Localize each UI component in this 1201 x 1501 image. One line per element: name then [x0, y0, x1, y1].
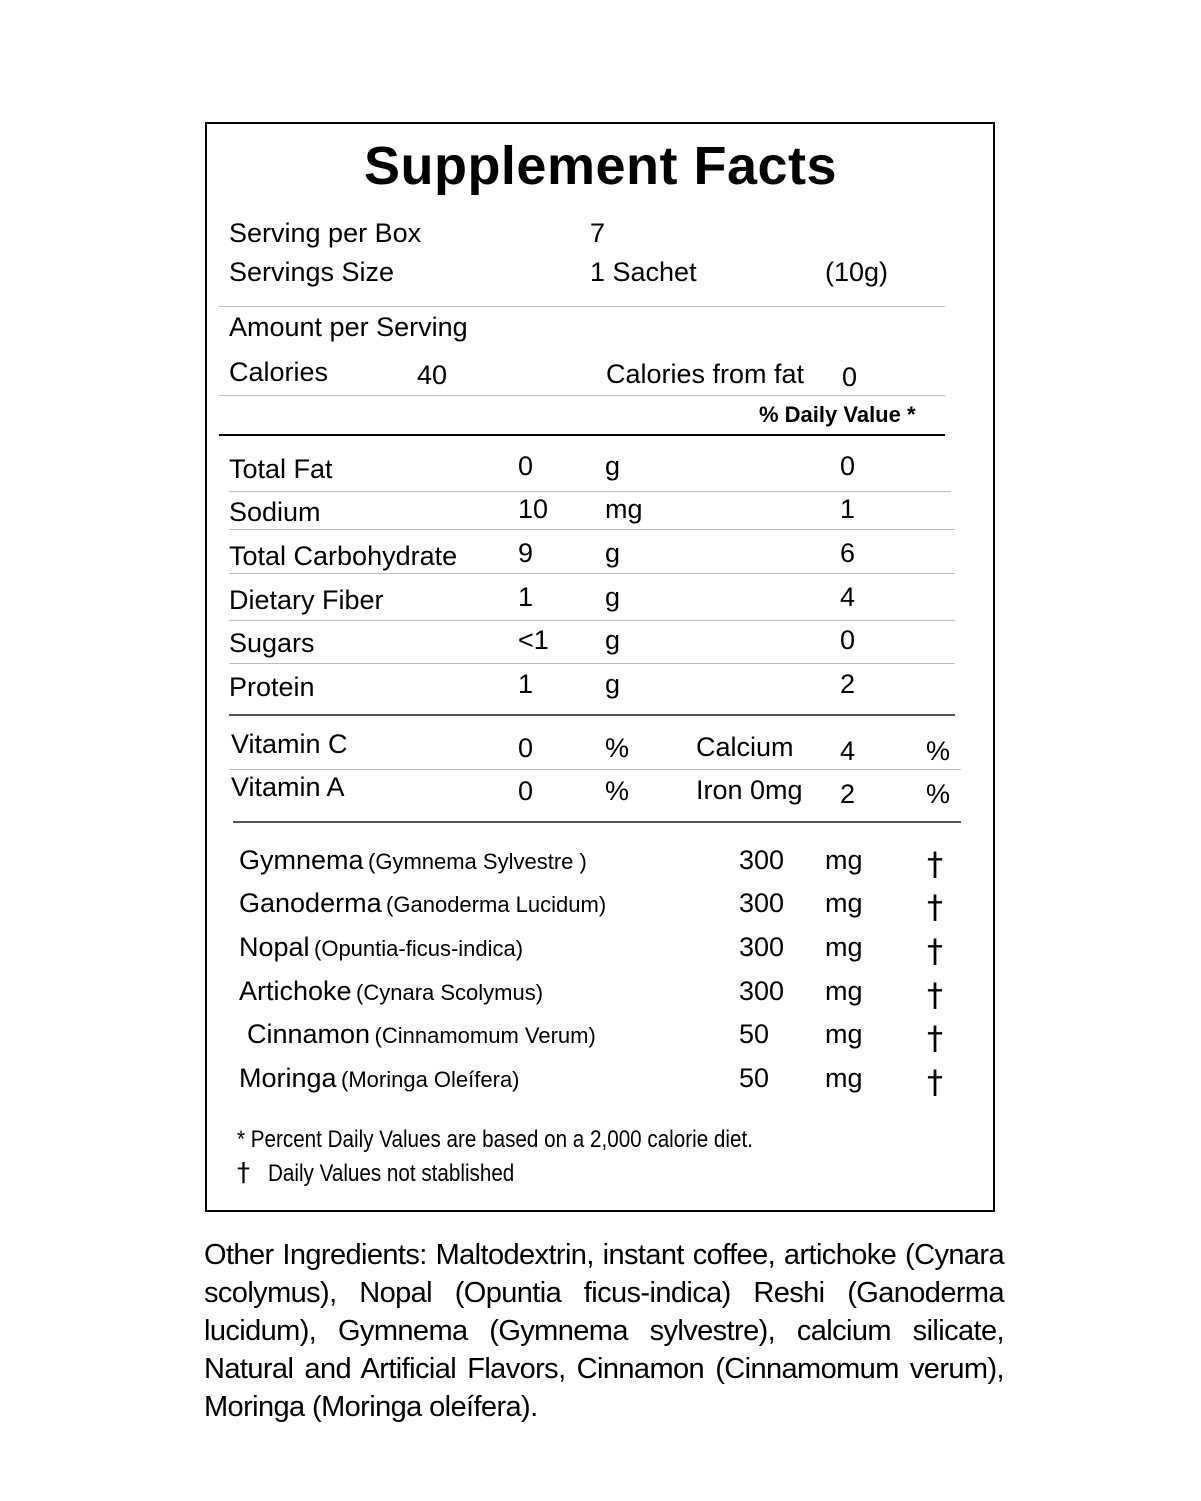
- herb-name: Artichoke: [239, 976, 352, 1006]
- vitamin-value: 0: [518, 776, 534, 806]
- panel-title: Supplement Facts: [363, 136, 838, 196]
- nutrient-name: Protein: [229, 672, 315, 702]
- nutrient-name: Dietary Fiber: [229, 585, 384, 615]
- divider-calories: [219, 395, 945, 396]
- nutrient-daily-value: 0: [840, 625, 856, 655]
- herb-latin-name: (Opuntia-ficus-indica): [314, 936, 524, 961]
- herb-latin-name: (Ganoderma Lucidum): [386, 892, 607, 917]
- herb-row: [239, 976, 543, 1007]
- vitamin-name: Vitamin C: [231, 729, 348, 759]
- nutrient-daily-value: 6: [840, 538, 856, 568]
- herb-amount: 300: [739, 976, 785, 1006]
- mineral-percent: %: [926, 779, 951, 809]
- divider-herbs: [233, 821, 961, 823]
- serving-size-label: Servings Size: [229, 257, 395, 287]
- herb-name: Nopal: [239, 932, 310, 962]
- vitamin-percent: %: [605, 776, 630, 806]
- herb-name: Gymnema: [239, 845, 364, 875]
- nutrient-daily-value: 4: [840, 582, 856, 612]
- herb-row: [239, 845, 587, 876]
- nutrient-unit: g: [605, 538, 621, 568]
- herb-name: Cinnamon: [247, 1019, 371, 1049]
- divider-dv-header: [219, 434, 945, 436]
- calories-value: 40: [417, 360, 448, 390]
- nutrient-amount: 1: [518, 582, 534, 612]
- other-ingredients: [204, 1236, 1004, 1426]
- vitamin-value: 0: [518, 733, 534, 763]
- herb-unit: mg: [825, 1063, 863, 1093]
- row-divider: [229, 529, 955, 530]
- row-divider: [229, 769, 961, 770]
- row-divider: [229, 491, 951, 492]
- vitamin-name: Vitamin A: [231, 772, 345, 802]
- calories-from-fat-value: 0: [842, 362, 858, 392]
- row-divider: [229, 573, 955, 574]
- herb-name: Ganoderma: [239, 888, 382, 918]
- row-divider: [229, 620, 955, 621]
- herb-unit: mg: [825, 845, 863, 875]
- serving-per-box-label: Serving per Box: [229, 218, 422, 248]
- serving-size-value: 1 Sachet: [590, 257, 697, 287]
- divider-serving: [219, 306, 945, 307]
- amount-per-serving-label: Amount per Serving: [229, 312, 468, 342]
- nutrient-amount: <1: [518, 625, 549, 655]
- dagger-mark: †: [927, 976, 943, 1014]
- herb-amount: 300: [739, 845, 785, 875]
- dagger-mark: †: [927, 932, 943, 970]
- herb-unit: mg: [825, 888, 863, 918]
- nutrient-amount: 1: [518, 669, 534, 699]
- herb-unit: mg: [825, 932, 863, 962]
- herb-row: [239, 888, 606, 919]
- nutrient-unit: g: [605, 625, 621, 655]
- nutrient-daily-value: 0: [840, 451, 856, 481]
- herb-name: Moringa: [239, 1063, 337, 1093]
- nutrient-unit: g: [605, 582, 621, 612]
- herb-row: [239, 1063, 520, 1094]
- herb-latin-name: (Moringa Oleífera): [341, 1067, 520, 1092]
- nutrient-daily-value: 1: [840, 494, 856, 524]
- herb-amount: 300: [739, 888, 785, 918]
- nutrient-name: Total Fat: [229, 454, 333, 484]
- nutrient-unit: g: [605, 451, 621, 481]
- herb-row: [247, 1019, 596, 1050]
- mineral-value: 4: [840, 736, 856, 766]
- calories-label: Calories: [229, 357, 329, 387]
- herb-amount: 50: [739, 1063, 770, 1093]
- herb-unit: mg: [825, 976, 863, 1006]
- dagger-mark: †: [927, 888, 943, 926]
- nutrient-daily-value: 2: [840, 669, 856, 699]
- nutrient-unit: mg: [605, 494, 643, 524]
- nutrient-amount: 10: [518, 494, 549, 524]
- dagger-mark: †: [927, 1019, 943, 1057]
- serving-size-weight: (10g): [825, 257, 889, 287]
- mineral-value: 2: [840, 779, 856, 809]
- dagger-mark: †: [927, 845, 943, 883]
- herb-unit: mg: [825, 1019, 863, 1049]
- herb-amount: 300: [739, 932, 785, 962]
- mineral-percent: %: [926, 736, 951, 766]
- herb-latin-name: (Cynara Scolymus): [356, 980, 544, 1005]
- nutrient-amount: 0: [518, 451, 534, 481]
- mineral-name: Iron 0mg: [696, 775, 803, 805]
- nutrient-name: Sodium: [229, 497, 321, 527]
- divider-vitamins: [229, 714, 955, 716]
- other-ingredients-text: Other Ingredients: Maltodextrin, instant coffee, artichoke (Cynara scolymus), Nopal (Opuntia ficus-indica) Reshi (Ganoderma lucidum), Gymnema (Gymnema sylvestre), calcium silicate, Natural and Artificial Flavors, Cinnamon (Cinnamomum verum), Moringa (Moringa oleífera).: [204, 1239, 1004, 1423]
- calories-from-fat-label: Calories from fat: [606, 359, 805, 389]
- herb-latin-name: (Gymnema Sylvestre ): [368, 849, 587, 874]
- dagger-mark: †: [927, 1063, 943, 1101]
- dagger-footnote-mark: †: [237, 1158, 250, 1188]
- nutrient-unit: g: [605, 669, 621, 699]
- daily-value-header: % Daily Value *: [759, 402, 916, 427]
- not-established-footnote: Daily Values not stablished: [268, 1160, 515, 1187]
- mineral-name: Calcium: [696, 732, 794, 762]
- vitamin-percent: %: [605, 733, 630, 763]
- nutrient-name: Total Carbohydrate: [229, 541, 458, 571]
- serving-per-box-value: 7: [590, 218, 606, 248]
- herb-row: [239, 932, 523, 963]
- nutrient-amount: 9: [518, 538, 534, 568]
- nutrient-name: Sugars: [229, 628, 315, 658]
- herb-amount: 50: [739, 1019, 770, 1049]
- daily-value-footnote: * Percent Daily Values are based on a 2,000 calorie diet.: [237, 1126, 753, 1153]
- row-divider: [229, 663, 955, 664]
- herb-latin-name: (Cinnamomum Verum): [374, 1023, 596, 1048]
